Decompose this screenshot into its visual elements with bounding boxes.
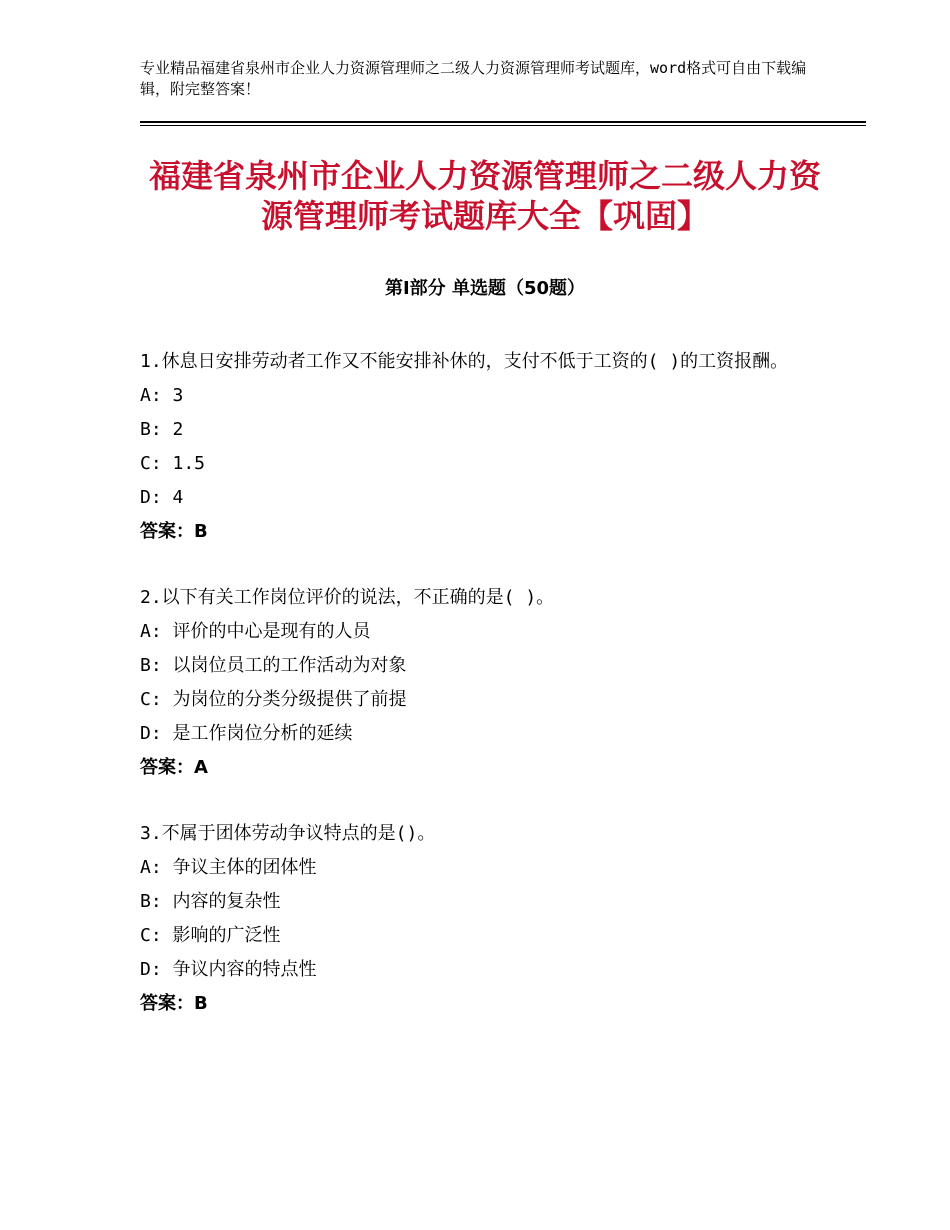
answer: 答案：B — [140, 521, 208, 542]
answer: 答案：A — [140, 757, 208, 778]
option-b: B: 2 — [140, 419, 184, 440]
answer: 答案：B — [140, 993, 208, 1014]
question-1 — [140, 345, 830, 549]
question-list — [140, 345, 830, 1053]
header-divider-thick — [140, 121, 866, 123]
option-b: B: 以岗位员工的工作活动为对象 — [140, 655, 407, 676]
option-a: A: 3 — [140, 385, 184, 406]
header-note: 专业精品福建省泉州市企业人力资源管理师之二级人力资源管理师考试题库，word格式可自由下载编辑，附完整答案！ — [140, 59, 807, 98]
question-stem: 2.以下有关工作岗位评价的说法，不正确的是( )。 — [140, 587, 555, 608]
option-c: C: 影响的广泛性 — [140, 925, 281, 946]
option-c: C: 为岗位的分类分级提供了前提 — [140, 689, 407, 710]
option-a: A: 评价的中心是现有的人员 — [140, 621, 371, 642]
section-title: 第Ⅰ部分 单选题（50题） — [384, 278, 585, 299]
question-stem: 3.不属于团体劳动争议特点的是()。 — [140, 823, 436, 844]
option-d: D: 争议内容的特点性 — [140, 959, 317, 980]
header-divider-thin — [140, 125, 866, 126]
option-b: B: 内容的复杂性 — [140, 891, 281, 912]
question-stem: 1.休息日安排劳动者工作又不能安排补休的，支付不低于工资的( )的工资报酬。 — [140, 351, 789, 372]
option-c: C: 1.5 — [140, 453, 206, 474]
question-2 — [140, 581, 830, 785]
option-d: D: 4 — [140, 487, 184, 508]
option-d: D: 是工作岗位分析的延续 — [140, 723, 353, 744]
document-title: 福建省泉州市企业人力资源管理师之二级人力资源管理师考试题库大全【巩固】 — [148, 157, 821, 235]
question-3 — [140, 817, 830, 1021]
option-a: A: 争议主体的团体性 — [140, 857, 317, 878]
